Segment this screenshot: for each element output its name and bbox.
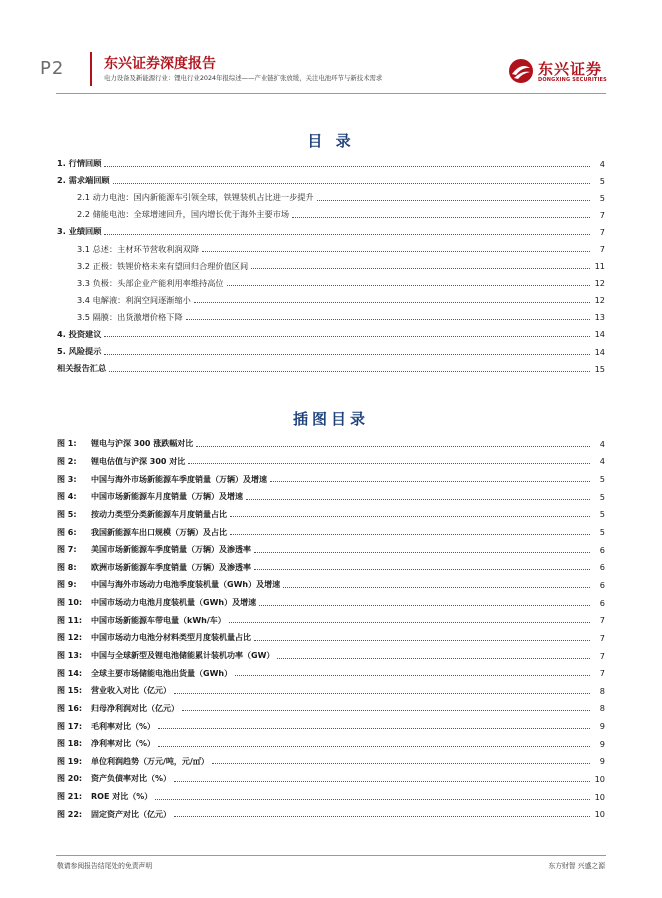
figure-entry[interactable]: 图 20: 资产负债率对比（%） 10 bbox=[57, 773, 605, 784]
figure-entry[interactable]: 图 17: 毛利率对比（%） 9 bbox=[57, 721, 605, 732]
header-rule bbox=[56, 93, 606, 94]
figure-entry[interactable]: 图 6: 我国新能源车出口规模（万辆）及占比 5 bbox=[57, 527, 605, 538]
logo-text: 东兴证券 bbox=[538, 60, 603, 78]
figure-entry[interactable]: 图 19: 单位利润趋势（万元/吨，元/㎡） 9 bbox=[57, 756, 605, 767]
page-number: P2 bbox=[40, 58, 65, 79]
toc-subentry[interactable]: 3.4 电解液：利润空间逐渐缩小 12 bbox=[77, 294, 605, 306]
figure-entry[interactable]: 图 12: 中国市场动力电池分材料类型月度装机量占比 7 bbox=[57, 632, 605, 643]
figure-entry[interactable]: 图 5: 按动力类型分类新能源车月度销量占比 5 bbox=[57, 509, 605, 520]
company-logo bbox=[508, 58, 618, 88]
toc-entry[interactable]: 相关报告汇总 15 bbox=[57, 363, 605, 374]
report-brand-title: 东兴证券深度报告 bbox=[104, 56, 216, 72]
figure-entry[interactable]: 图 4: 中国市场新能源车月度销量（万辆）及增速 5 bbox=[57, 491, 605, 502]
figure-list-title: 插图目录 bbox=[292, 410, 369, 428]
logo-subtext: DONGXING SECURITIES bbox=[538, 77, 607, 83]
figure-entry[interactable]: 图 8: 欧洲市场新能源车季度销量（万辆）及渗透率 6 bbox=[57, 562, 605, 573]
toc-subentry[interactable]: 3.5 隔膜：出货激增价格下降 13 bbox=[77, 311, 605, 323]
toc-subentry[interactable]: 3.3 负极：头部企业产能利用率维持高位 12 bbox=[77, 277, 605, 289]
figure-entry[interactable]: 图 3: 中国与海外市场新能源车季度销量（万辆）及增速 5 bbox=[57, 474, 605, 485]
footer-disclaimer: 敬请参阅报告结尾处的免责声明 bbox=[57, 862, 153, 870]
figure-entry[interactable]: 图 16: 归母净利润对比（亿元） 8 bbox=[57, 703, 605, 714]
toc-subentry[interactable]: 3.2 正极：铁锂价格未来有望回归合理价值区间 11 bbox=[77, 260, 605, 272]
figure-entry[interactable]: 图 18: 净利率对比（%） 9 bbox=[57, 738, 605, 749]
figure-entry[interactable]: 图 13: 中国与全球新型及锂电池储能累计装机功率（GW） 7 bbox=[57, 650, 605, 661]
figure-entry[interactable]: 图 1: 锂电与沪深 300 涨跌幅对比 4 bbox=[57, 438, 605, 449]
toc-list bbox=[57, 155, 605, 377]
toc-entry[interactable]: 4. 投资建议 14 bbox=[57, 328, 605, 340]
toc-subentry[interactable]: 2.1 动力电池：国内新能源车引领全球，铁锂装机占比进一步提升 5 bbox=[77, 192, 605, 203]
toc-entry[interactable]: 3. 业绩回顾 7 bbox=[57, 226, 605, 237]
toc-entry[interactable]: 5. 风险提示 14 bbox=[57, 346, 605, 357]
toc-title: 目 录 bbox=[307, 132, 355, 150]
figure-entry[interactable]: 图 2: 锂电估值与沪深 300 对比 4 bbox=[57, 456, 605, 467]
logo-mark-icon bbox=[508, 58, 534, 84]
figure-entry[interactable]: 图 9: 中国与海外市场动力电池季度装机量（GWh）及增速 6 bbox=[57, 579, 605, 590]
figure-entry[interactable]: 图 11: 中国市场新能源车带电量（kWh/车） 7 bbox=[57, 615, 605, 626]
report-subtitle: 电力设备及新能源行业：锂电行业2024年报综述——产业链扩张放缓，关注电池环节与新技术需求 bbox=[104, 74, 383, 82]
figure-entry[interactable]: 图 14: 全球主要市场储能电池出货量（GWh） 7 bbox=[57, 668, 605, 679]
footer-slogan: 东方财智 兴盛之源 bbox=[548, 862, 605, 870]
toc-subentry[interactable]: 2.2 储能电池：全球增速回升，国内增长优于海外主要市场 7 bbox=[77, 209, 605, 220]
figure-entry[interactable]: 图 22: 固定资产对比（亿元） 10 bbox=[57, 809, 605, 820]
figure-entry[interactable]: 图 21: ROE 对比（%） 10 bbox=[57, 791, 605, 802]
footer-rule bbox=[56, 855, 606, 856]
figure-entry[interactable]: 图 15: 营业收入对比（亿元） 8 bbox=[57, 685, 605, 696]
figure-list bbox=[57, 435, 605, 823]
figure-entry[interactable]: 图 10: 中国市场动力电池月度装机量（GWh）及增速 6 bbox=[57, 597, 605, 608]
figure-entry[interactable]: 图 7: 美国市场新能源车季度销量（万辆）及渗透率 6 bbox=[57, 544, 605, 555]
toc-subentry[interactable]: 3.1 总述：主材环节营收利润双降 7 bbox=[77, 243, 605, 255]
header-divider bbox=[90, 52, 92, 86]
toc-entry[interactable]: 1. 行情回顾 4 bbox=[57, 158, 605, 169]
toc-entry[interactable]: 2. 需求端回顾 5 bbox=[57, 175, 605, 186]
